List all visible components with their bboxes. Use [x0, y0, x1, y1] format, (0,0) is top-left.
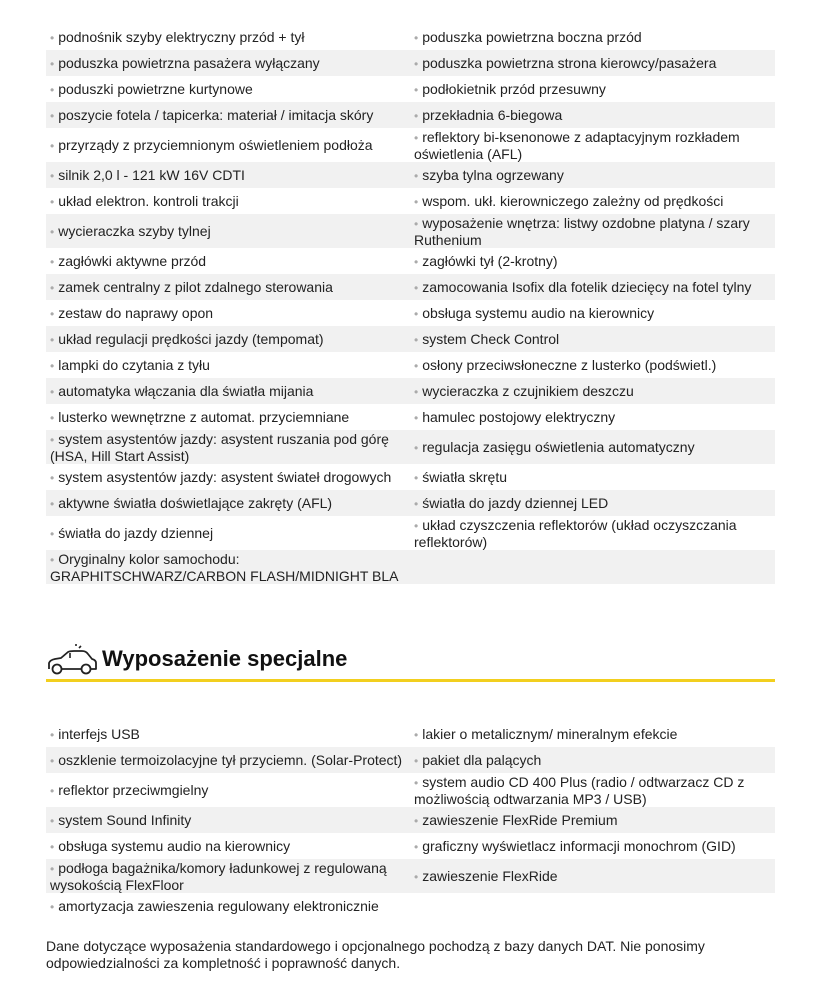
equipment-item-label: • obsługa systemu audio na kierownicy [414, 305, 654, 322]
equipment-item [46, 162, 410, 188]
equipment-item [46, 24, 410, 50]
special-equipment-title: Wyposażenie specjalne [102, 645, 348, 671]
equipment-item [410, 50, 775, 76]
equipment-item-label: • obsługa systemu audio na kierownicy [50, 838, 290, 855]
equipment-item-label: • układ elektron. kontroli trakcji [50, 193, 239, 210]
equipment-item [410, 464, 775, 490]
equipment-item [410, 214, 775, 248]
equipment-item-label: • hamulec postojowy elektryczny [414, 409, 615, 426]
equipment-item [46, 430, 410, 464]
equipment-item [46, 248, 410, 274]
equipment-item-label: • zestaw do naprawy opon [50, 305, 213, 322]
equipment-item [410, 833, 775, 859]
equipment-item [410, 721, 775, 747]
special-equipment-header [46, 638, 775, 682]
equipment-item [46, 721, 410, 747]
equipment-item [46, 807, 410, 833]
equipment-item-label: • podłokietnik przód przesuwny [414, 81, 606, 98]
standard-equipment-table [46, 24, 775, 584]
equipment-item [410, 404, 775, 430]
equipment-item-label: • lampki do czytania z tyłu [50, 357, 210, 374]
equipment-item-label: • interfejs USB [50, 726, 140, 743]
equipment-item [410, 550, 775, 584]
equipment-item [410, 76, 775, 102]
equipment-item-label: • przekładnia 6-biegowa [414, 107, 562, 124]
special-equipment-table [46, 721, 775, 919]
equipment-item [46, 76, 410, 102]
equipment-item [46, 352, 410, 378]
equipment-item [46, 404, 410, 430]
equipment-item-label: • zawieszenie FlexRide Premium [414, 812, 618, 829]
equipment-item [46, 378, 410, 404]
equipment-item [410, 490, 775, 516]
equipment-item [46, 859, 410, 893]
equipment-item [410, 128, 775, 162]
equipment-item [410, 516, 775, 550]
equipment-item-label: • wyposażenie wnętrza: listwy ozdobne platyna / szary Ruthenium [414, 215, 771, 248]
equipment-item [410, 24, 775, 50]
equipment-item-label: • system asystentów jazdy: asystent świateł drogowych [50, 469, 391, 486]
equipment-item-label: • światła do jazdy dziennej [50, 525, 213, 542]
equipment-item [410, 326, 775, 352]
equipment-item-label: • regulacja zasięgu oświetlenia automatyczny [414, 439, 695, 456]
equipment-item-label: • poduszki powietrzne kurtynowe [50, 81, 253, 98]
equipment-item [46, 102, 410, 128]
equipment-item [410, 188, 775, 214]
equipment-item-label: • podnośnik szyby elektryczny przód + tył [50, 29, 304, 46]
equipment-item [410, 807, 775, 833]
equipment-item [46, 464, 410, 490]
equipment-item [46, 490, 410, 516]
equipment-item [46, 833, 410, 859]
disclaimer-text: Dane dotyczące wyposażenia standardowego i opcjonalnego pochodzą z bazy danych DAT. Nie ponosimy odpowiedzialności za kompletność i poprawność danych. [46, 938, 705, 971]
equipment-item-label: • system asystentów jazdy: asystent ruszania pod górę (HSA, Hill Start Assist) [50, 431, 406, 464]
equipment-item [410, 747, 775, 773]
equipment-item [46, 747, 410, 773]
equipment-item [410, 274, 775, 300]
equipment-item-label: • automatyka włączania dla światła mijania [50, 383, 313, 400]
equipment-item [46, 550, 410, 584]
equipment-item [46, 326, 410, 352]
equipment-item-label: • poduszka powietrzna pasażera wyłączany [50, 55, 320, 72]
equipment-item-label: • wycieraczka szyby tylnej [50, 223, 211, 240]
equipment-item-label: • poduszka powietrzna strona kierowcy/pasażera [414, 55, 716, 72]
equipment-item-label: • oszklenie termoizolacyjne tył przyciemn. (Solar-Protect) [50, 752, 402, 769]
equipment-item [410, 773, 775, 807]
equipment-item-label: • lakier o metalicznym/ mineralnym efekcie [414, 726, 677, 743]
equipment-item-label: • Oryginalny kolor samochodu: GRAPHITSCHWARZ/CARBON FLASH/MIDNIGHT BLA [50, 551, 406, 584]
equipment-item-label: • przyrządy z przyciemnionym oświetleniem podłoża [50, 137, 373, 154]
equipment-item-label: • system audio CD 400 Plus (radio / odtwarzacz CD z możliwością odtwarzania MP3 / USB) [414, 774, 771, 807]
equipment-item-label: • wycieraczka z czujnikiem deszczu [414, 383, 634, 400]
equipment-item-label: • system Sound Infinity [50, 812, 191, 829]
equipment-item [46, 128, 410, 162]
equipment-item [410, 162, 775, 188]
equipment-item-label: • poszycie fotela / tapicerka: materiał / imitacja skóry [50, 107, 373, 124]
car-icon [46, 642, 98, 676]
equipment-item-label: • pakiet dla palących [414, 752, 541, 769]
equipment-item [46, 893, 410, 919]
equipment-item-label: • układ czyszczenia reflektorów (układ oczyszczania reflektorów) [414, 517, 771, 550]
equipment-item-label: • zawieszenie FlexRide [414, 868, 558, 885]
equipment-item [46, 214, 410, 248]
equipment-item-label: • światła skrętu [414, 469, 507, 486]
equipment-item-label: • amortyzacja zawieszenia regulowany elektronicznie [50, 898, 379, 915]
equipment-item-label: • światła do jazdy dziennej LED [414, 495, 608, 512]
equipment-item [46, 516, 410, 550]
equipment-item-label: • zagłówki aktywne przód [50, 253, 206, 270]
equipment-item-label: • zamocowania Isofix dla fotelik dziecięcy na fotel tylny [414, 279, 751, 296]
equipment-item-label: • podłoga bagażnika/komory ładunkowej z regulowaną wysokością FlexFloor [50, 860, 406, 893]
equipment-item [410, 378, 775, 404]
equipment-item [46, 188, 410, 214]
equipment-item-label: • zamek centralny z pilot zdalnego sterowania [50, 279, 333, 296]
equipment-item [410, 893, 775, 919]
equipment-item-label: • poduszka powietrzna boczna przód [414, 29, 642, 46]
equipment-item [410, 248, 775, 274]
equipment-item-label: • szyba tylna ogrzewany [414, 167, 564, 184]
equipment-item [46, 300, 410, 326]
equipment-item-label: • osłony przeciwsłoneczne z lusterko (podświetl.) [414, 357, 716, 374]
equipment-item-label: • graficzny wyświetlacz informacji monochrom (GID) [414, 838, 736, 855]
equipment-item-label: • reflektor przeciwmgielny [50, 782, 208, 799]
equipment-item-label: • system Check Control [414, 331, 559, 348]
equipment-item-label: • silnik 2,0 l - 121 kW 16V CDTI [50, 167, 245, 184]
equipment-item-label: • wspom. ukł. kierowniczego zależny od prędkości [414, 193, 723, 210]
equipment-item [46, 274, 410, 300]
equipment-item [410, 859, 775, 893]
equipment-item-label: • reflektory bi-ksenonowe z adaptacyjnym rozkładem oświetlenia (AFL) [414, 129, 771, 162]
equipment-item [410, 352, 775, 378]
equipment-item [410, 102, 775, 128]
equipment-item [410, 300, 775, 326]
equipment-item-label: • układ regulacji prędkości jazdy (tempomat) [50, 331, 324, 348]
equipment-item-label: • zagłówki tył (2-krotny) [414, 253, 558, 270]
equipment-item [410, 430, 775, 464]
equipment-item-label: • aktywne światła doświetlające zakręty (AFL) [50, 495, 332, 512]
equipment-item [46, 50, 410, 76]
equipment-item-label: • lusterko wewnętrzne z automat. przyciemniane [50, 409, 349, 426]
equipment-item [46, 773, 410, 807]
